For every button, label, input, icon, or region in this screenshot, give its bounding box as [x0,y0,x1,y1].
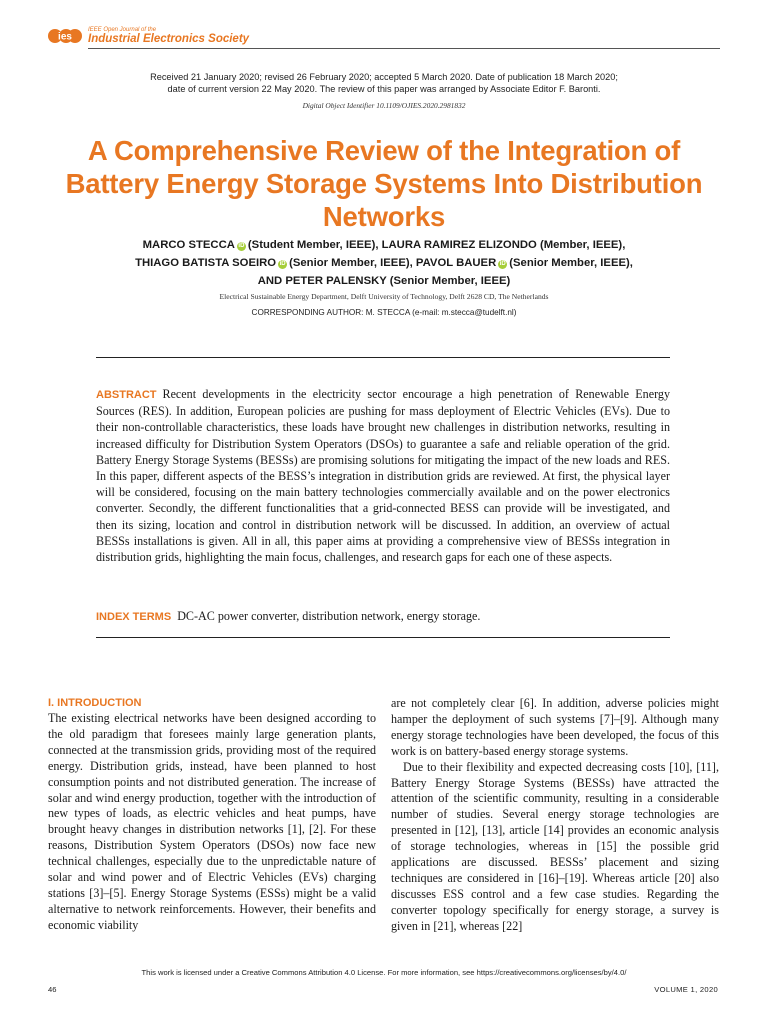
author-line-3: AND PETER PALENSKY (Senior Member, IEEE) [257,275,511,287]
left-column [48,696,376,934]
index-terms-text: DC-AC power converter, distribution network, energy storage. [177,609,481,623]
index-terms-label: INDEX TERMS [96,611,172,623]
abstract [96,386,670,565]
received-line-1: Received 21 January 2020; revised 26 February 2020; accepted 5 March 2020. Date of publication 18 March 2020; [150,72,618,82]
journal-title-block [88,27,249,46]
author-role: (Student Member, IEEE), LAURA RAMIREZ ELIZONDO (Member, IEEE), [247,239,626,251]
journal-name: Industrial Electronics Society [88,32,250,45]
journal-logo [48,26,249,46]
doi: Digital Object Identifier 10.1109/OJIES.2020.2981832 [302,101,466,110]
abstract-top-rule [96,357,670,358]
license-notice: This work is licensed under a Creative Commons Attribution 4.0 License. For more information, see https://creativecommons.org/licenses/by/4.0/ [141,968,627,977]
logo-text: ies [58,31,72,43]
author-line-2 [60,254,708,272]
received-line-2: date of current version 22 May 2020. The review of this paper was arranged by Associate Editor F. Baronti. [167,84,601,94]
author-name: MARCO STECCA [142,239,235,251]
right-column [391,696,719,935]
corresponding-author: CORRESPONDING AUTHOR: M. STECCA (e-mail: m.stecca@tudelft.nl) [251,308,517,317]
affiliation: Electrical Sustainable Energy Department, Delft University of Technology, Delft 2628 CD, The Netherlands [219,292,549,301]
intro-paragraph-1-continued: are not completely clear [6]. In addition, adverse policies might hamper the deployment of such systems [7]–[9]. Although many energy storage technologies have been developed, the focus of this work is on battery-based energy storage systems. [391,696,719,758]
orcid-icon[interactable]: iD [238,243,245,249]
intro-paragraph-2: Due to their flexibility and expected decreasing costs [10], [11], Battery Energy Storage Systems (BESSs) have attracted the attention of the scientific community, resulting in a considerable number of studies. Several energy storage technologies are presented in [12], [13], article [14] provides an economic analysis of storage technologies, whereas in [15] the possible grid applications are discussed. BESSs’ placement and sizing techniques are considered in [16]–[19]. Whereas article [20] also discusses ESS control and a few case studies. Regarding the converter topology specifically for energy storage, a survey is given in [21], whereas [22] [391,759,719,933]
intro-paragraph-1: The existing electrical networks have been designed according to the old paradigm that foresees mainly large generation plants, connected at the transmission grids, providing most of the required energy. Distribution grids, instead, have been planned to host consumption points and not distributed generation. The increase of solar and wind energy production, together with the introduction of new types of loads, as electric vehicles and heat pumps, have brought heavy changes in distribution networks [1], [2]. For these reasons, Distribution System Operators (DSOs) now face new technical challenges, especially due to the unpredictable nature of solar and wind power and of Electric Vehicles (EVs) charging stations [3]–[5]. Energy Storage Systems (ESSs) might be a valid alternative to network reinforcements. However, their benefits and economic viability [48,711,376,932]
author-name: THIAGO BATISTA SOEIRO [135,257,277,269]
orcid-icon[interactable]: iD [279,261,286,267]
abstract-label: ABSTRACT [96,389,157,401]
received-dates [110,71,658,95]
volume-info: VOLUME 1, 2020 [654,985,718,994]
section-heading: I. INTRODUCTION [48,697,142,709]
orcid-icon[interactable]: iD [499,261,506,267]
author-role: (Senior Member, IEEE), [509,257,633,269]
paper-title: A Comprehensive Review of the Integration of Battery Energy Storage Systems Into Distribution Networks [65,135,703,232]
page-number: 46 [48,985,57,994]
journal-supertitle: IEEE Open Journal of the [88,26,157,33]
author-list [60,236,708,290]
author-line-1 [60,236,708,254]
abstract-bottom-rule [96,637,670,638]
author-role: (Senior Member, IEEE), PAVOL BAUER [289,257,497,269]
header-divider [88,48,720,49]
index-terms [96,608,670,625]
ies-logo-icon [48,27,82,45]
abstract-text: Recent developments in the electricity sector encourage a high penetration of Renewable Energy Sources (RES). In addition, European policies are pushing for mass deployment of Electric Vehicles (EVs). Due to their non-controllable characteristics, these loads have brought new challenges in distribution networks, resulting in increased difficulty for Distribution System Operators (DSOs) to guarantee a safe and reliable operation of the grid. Battery Energy Storage Systems (BESSs) are promising solutions for mitigating the impact of the new loads and RES. In this paper, different aspects of the BESS’s integration in distribution grids are reviewed. At first, the physical layer will be considered, focusing on the main battery technologies commercially available and on the power electronics converter. Secondly, the different functionalities that a grid-connected BESS can provide will be investigated, and then its sizing, location and control in distribution network will be discussed. In addition, an overview of actual BESSs installations is given. All in all, this paper aims at providing a comprehensive view of BESSs integration in distribution grids, highlighting the main focus, challenges, and research gaps for each one of these aspects. [96,387,670,565]
